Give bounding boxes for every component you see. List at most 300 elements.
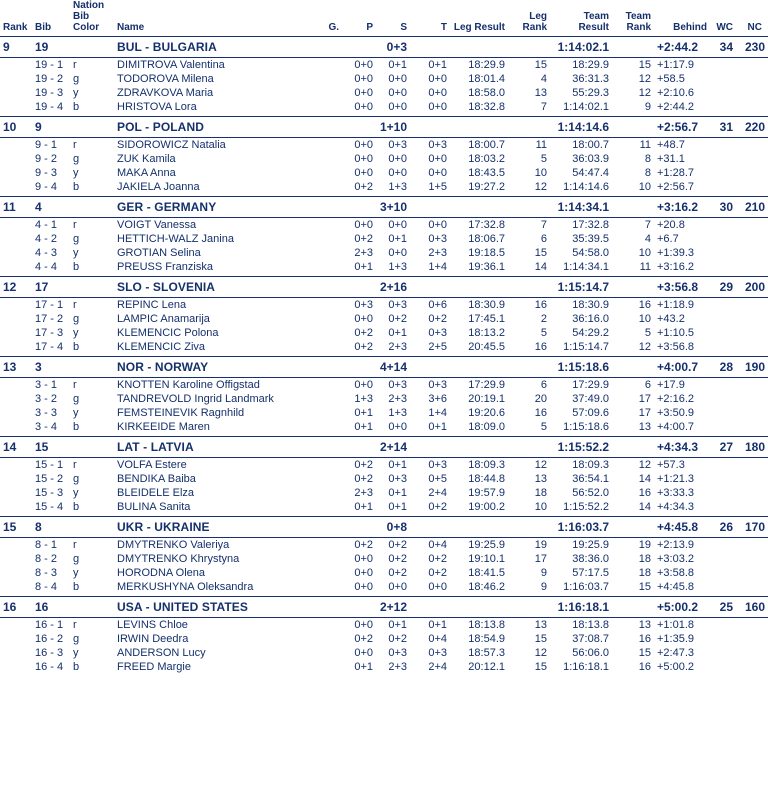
athlete-g (282, 618, 342, 633)
athlete-team-result: 18:29.9 (572, 59, 609, 72)
athlete-row[interactable] (0, 566, 768, 580)
athlete-name: JAKIELA Joanna (117, 181, 200, 194)
athlete-prone-penalties: 0+2 (354, 459, 373, 472)
team-g (282, 517, 342, 538)
athlete-team-rank: 12 (638, 87, 651, 100)
athlete-wc (710, 566, 736, 580)
team-p (342, 517, 376, 538)
team-row[interactable] (0, 357, 768, 378)
athlete-wc (710, 646, 736, 660)
athlete-nation-bib-color: b (73, 101, 80, 114)
athlete-name: PREUSS Franziska (117, 261, 213, 274)
athlete-prone-penalties: 0+2 (354, 473, 373, 486)
athlete-g (282, 420, 342, 437)
athlete-nation-bib-color: y (73, 247, 79, 260)
athlete-g (282, 580, 342, 597)
athlete-g (282, 180, 342, 197)
athlete-row[interactable] (0, 646, 768, 660)
athlete-standing-penalties: 0+1 (388, 327, 407, 340)
athlete-rank (0, 246, 32, 260)
athlete-behind: +2:16.2 (657, 393, 695, 406)
athlete-nc (736, 406, 768, 420)
athlete-team-rank: 15 (638, 647, 651, 660)
athlete-g (282, 232, 342, 246)
team-g (282, 117, 342, 138)
athlete-nation-bib-color: g (73, 233, 80, 246)
athlete-prone-penalties: 0+1 (354, 261, 373, 274)
athlete-name: TANDREVOLD Ingrid Landmark (117, 393, 274, 406)
athlete-rank (0, 420, 32, 437)
team-bib: 4 (32, 197, 70, 218)
athlete-row[interactable] (0, 420, 768, 437)
athlete-nc (736, 538, 768, 553)
athlete-row[interactable] (0, 632, 768, 646)
athlete-name: KNOTTEN Karoline Offigstad (117, 379, 260, 392)
athlete-wc (710, 326, 736, 340)
athlete-standing-penalties: 0+1 (388, 59, 407, 72)
athlete-behind: +4:00.7 (657, 421, 695, 434)
team-total-result: 1:14:02.1 (550, 37, 612, 58)
athlete-prone-penalties: 0+2 (354, 633, 373, 646)
athlete-bib: 9 - 1 (35, 139, 58, 152)
athlete-behind: +1:21.3 (657, 473, 695, 486)
team-g (282, 197, 342, 218)
team-rank-position: 9 (0, 37, 32, 58)
athlete-nation-bib-color: r (73, 379, 77, 392)
athlete-wc (710, 340, 736, 357)
team-row[interactable] (0, 117, 768, 138)
athlete-nc (736, 618, 768, 633)
team-bib: 19 (32, 37, 70, 58)
athlete-nation-bib-color: y (73, 167, 79, 180)
athlete-g (282, 458, 342, 473)
column-header-wc: WC (710, 0, 736, 37)
athlete-nc (736, 486, 768, 500)
team-leg-rank (508, 517, 550, 538)
athlete-wc (710, 552, 736, 566)
athlete-standing-penalties: 2+3 (388, 341, 407, 354)
athlete-team-result: 35:39.5 (572, 233, 609, 246)
athlete-team-result: 54:58.0 (572, 247, 609, 260)
athlete-row[interactable] (0, 312, 768, 326)
athlete-nation-bib-color: r (73, 59, 77, 72)
athlete-row[interactable] (0, 660, 768, 676)
athlete-total-penalties: 0+0 (428, 167, 447, 180)
athlete-standing-penalties: 0+0 (388, 247, 407, 260)
athlete-behind: +1:10.5 (657, 327, 695, 340)
athlete-total-penalties: 2+3 (428, 247, 447, 260)
athlete-team-result: 55:29.3 (572, 87, 609, 100)
team-total-rank (612, 437, 654, 458)
athlete-bib: 17 - 1 (35, 299, 64, 312)
athlete-nation-bib-color: g (73, 73, 80, 86)
athlete-row[interactable] (0, 298, 768, 313)
athlete-behind: +48.7 (657, 139, 685, 152)
athlete-team-result: 18:09.3 (572, 459, 609, 472)
team-p (342, 357, 376, 378)
team-name: SLO - SLOVENIA (114, 277, 282, 298)
athlete-behind: +1:01.8 (657, 619, 695, 632)
athlete-leg-rank: 4 (540, 73, 547, 86)
athlete-total-penalties: 0+3 (428, 459, 447, 472)
athlete-name: HORODNA Olena (117, 567, 206, 580)
athlete-standing-penalties: 1+3 (388, 261, 407, 274)
athlete-wc (710, 86, 736, 100)
athlete-nc (736, 58, 768, 73)
athlete-prone-penalties: 0+1 (354, 407, 373, 420)
athlete-leg-rank: 14 (534, 261, 547, 274)
team-nc-points: 170 (736, 517, 768, 538)
team-penalties: 0+3 (376, 37, 410, 58)
athlete-behind: +20.8 (657, 219, 685, 232)
athlete-standing-penalties: 0+1 (388, 619, 407, 632)
team-rank-position: 12 (0, 277, 32, 298)
athlete-standing-penalties: 0+2 (388, 633, 407, 646)
athlete-prone-penalties: 0+1 (354, 501, 373, 514)
athlete-nc (736, 72, 768, 86)
athlete-nation-bib-color: r (73, 459, 77, 472)
athlete-row[interactable] (0, 406, 768, 420)
athlete-leg-rank: 16 (534, 341, 547, 354)
team-total-rank (612, 357, 654, 378)
team-rank-position: 16 (0, 597, 32, 618)
team-row[interactable] (0, 437, 768, 458)
team-row[interactable] (0, 37, 768, 58)
athlete-team-result: 36:54.1 (572, 473, 609, 486)
athlete-rank (0, 152, 32, 166)
athlete-team-rank: 9 (644, 101, 651, 114)
athlete-total-penalties: 0+6 (428, 299, 447, 312)
athlete-behind: +43.2 (657, 313, 685, 326)
athlete-leg-result: 18:00.7 (468, 139, 505, 152)
athlete-name: LEVINS Chloe (117, 619, 188, 632)
team-behind: +2:56.7 (654, 117, 710, 138)
team-behind: +4:00.7 (654, 357, 710, 378)
athlete-leg-rank: 9 (540, 567, 547, 580)
column-header-leg-rank: Leg Rank (508, 0, 550, 37)
team-behind: +4:34.3 (654, 437, 710, 458)
athlete-name: HRISTOVA Lora (117, 101, 197, 114)
athlete-standing-penalties: 0+3 (388, 379, 407, 392)
athlete-leg-rank: 12 (534, 647, 547, 660)
athlete-team-result: 17:32.8 (572, 219, 609, 232)
team-leg-result (450, 437, 508, 458)
team-behind: +4:45.8 (654, 517, 710, 538)
athlete-row[interactable] (0, 218, 768, 233)
athlete-wc (710, 500, 736, 517)
athlete-row[interactable] (0, 326, 768, 340)
team-bib: 15 (32, 437, 70, 458)
athlete-standing-penalties: 0+1 (388, 501, 407, 514)
athlete-name: MAKA Anna (117, 167, 176, 180)
athlete-leg-result: 18:46.2 (468, 581, 505, 594)
athlete-nation-bib-color: g (73, 473, 80, 486)
athlete-leg-result: 20:12.1 (468, 661, 505, 674)
athlete-total-penalties: 0+2 (428, 313, 447, 326)
athlete-bib: 16 - 1 (35, 619, 64, 632)
athlete-nation-bib-color: r (73, 139, 77, 152)
athlete-name: ANDERSON Lucy (117, 647, 206, 660)
athlete-row[interactable] (0, 232, 768, 246)
athlete-g (282, 312, 342, 326)
athlete-standing-penalties: 0+0 (388, 167, 407, 180)
team-total-rank (612, 597, 654, 618)
athlete-total-penalties: 0+3 (428, 233, 447, 246)
team-wc-points: 34 (710, 37, 736, 58)
athlete-wc (710, 420, 736, 437)
team-leg-result (450, 357, 508, 378)
athlete-prone-penalties: 1+3 (354, 393, 373, 406)
athlete-behind: +6.7 (657, 233, 679, 246)
athlete-bib: 15 - 3 (35, 487, 64, 500)
athlete-g (282, 472, 342, 486)
athlete-name: BULINA Sanita (117, 501, 191, 514)
athlete-rank (0, 218, 32, 233)
athlete-row[interactable] (0, 538, 768, 553)
athlete-row[interactable] (0, 86, 768, 100)
athlete-row[interactable] (0, 166, 768, 180)
athlete-bib: 3 - 3 (35, 407, 58, 420)
athlete-leg-result: 18:13.2 (468, 327, 505, 340)
athlete-bib: 4 - 4 (35, 261, 58, 274)
team-t (410, 357, 450, 378)
athlete-nc (736, 152, 768, 166)
athlete-leg-rank: 18 (534, 487, 547, 500)
athlete-total-penalties: 0+0 (428, 219, 447, 232)
athlete-bib: 15 - 1 (35, 459, 64, 472)
athlete-nc (736, 232, 768, 246)
athlete-leg-rank: 11 (535, 139, 547, 152)
athlete-row[interactable] (0, 500, 768, 517)
athlete-team-rank: 16 (638, 661, 651, 674)
athlete-bib: 15 - 2 (35, 473, 64, 486)
athlete-leg-result: 19:36.1 (468, 261, 505, 274)
athlete-nation-bib-color: b (73, 341, 80, 354)
athlete-leg-rank: 5 (540, 421, 547, 434)
athlete-bib: 19 - 4 (35, 101, 64, 114)
athlete-prone-penalties: 0+0 (354, 313, 373, 326)
athlete-leg-rank: 5 (540, 327, 547, 340)
athlete-team-result: 17:29.9 (572, 379, 609, 392)
athlete-nc (736, 326, 768, 340)
team-nc-points: 200 (736, 277, 768, 298)
athlete-leg-result: 20:45.5 (468, 341, 505, 354)
team-wc-points: 29 (710, 277, 736, 298)
athlete-row[interactable] (0, 552, 768, 566)
athlete-row[interactable] (0, 72, 768, 86)
athlete-row[interactable] (0, 580, 768, 597)
athlete-total-penalties: 0+1 (428, 421, 447, 434)
team-name: NOR - NORWAY (114, 357, 282, 378)
athlete-wc (710, 378, 736, 393)
athlete-rank (0, 298, 32, 313)
column-header-name: Name (114, 0, 282, 37)
athlete-name: KIRKEEIDE Maren (117, 421, 210, 434)
team-nation-bib-color (70, 277, 114, 298)
athlete-g (282, 660, 342, 676)
athlete-row[interactable] (0, 378, 768, 393)
athlete-wc (710, 138, 736, 153)
athlete-bib: 8 - 4 (35, 581, 58, 594)
team-row[interactable] (0, 517, 768, 538)
athlete-g (282, 326, 342, 340)
athlete-prone-penalties: 0+0 (354, 619, 373, 632)
athlete-row[interactable] (0, 486, 768, 500)
athlete-leg-rank: 16 (534, 407, 547, 420)
athlete-team-rank: 8 (644, 153, 651, 166)
athlete-nation-bib-color: b (73, 661, 80, 674)
athlete-nc (736, 472, 768, 486)
athlete-wc (710, 218, 736, 233)
athlete-prone-penalties: 0+0 (354, 553, 373, 566)
athlete-nc (736, 552, 768, 566)
athlete-team-result: 18:30.9 (572, 299, 609, 312)
athlete-row[interactable] (0, 340, 768, 357)
athlete-nation-bib-color: g (73, 393, 80, 406)
athlete-name: TODOROVA Milena (117, 73, 214, 86)
athlete-prone-penalties: 0+0 (354, 567, 373, 580)
athlete-wc (710, 298, 736, 313)
team-total-result: 1:14:14.6 (550, 117, 612, 138)
team-nc-points: 210 (736, 197, 768, 218)
athlete-total-penalties: 0+2 (428, 501, 447, 514)
team-wc-points: 26 (710, 517, 736, 538)
athlete-name: FREED Margie (117, 661, 191, 674)
athlete-wc (710, 538, 736, 553)
athlete-bib: 8 - 3 (35, 567, 58, 580)
athlete-total-penalties: 0+2 (428, 567, 447, 580)
athlete-total-penalties: 0+0 (428, 73, 447, 86)
team-nation-bib-color (70, 437, 114, 458)
athlete-total-penalties: 0+1 (428, 619, 447, 632)
athlete-team-result: 1:15:18.6 (563, 421, 609, 434)
athlete-total-penalties: 1+5 (428, 181, 447, 194)
athlete-standing-penalties: 2+3 (388, 393, 407, 406)
athlete-bib: 16 - 4 (35, 661, 64, 674)
athlete-row[interactable] (0, 180, 768, 197)
athlete-nc (736, 660, 768, 676)
athlete-rank (0, 472, 32, 486)
athlete-team-result: 57:09.6 (572, 407, 609, 420)
team-row[interactable] (0, 597, 768, 618)
team-leg-rank (508, 597, 550, 618)
team-leg-result (450, 197, 508, 218)
athlete-name: MERKUSHYNA Oleksandra (117, 581, 254, 594)
athlete-rank (0, 458, 32, 473)
athlete-behind: +2:13.9 (657, 539, 695, 552)
team-nation-bib-color (70, 37, 114, 58)
athlete-wc (710, 246, 736, 260)
athlete-g (282, 58, 342, 73)
athlete-rank (0, 232, 32, 246)
athlete-leg-result: 19:18.5 (468, 247, 505, 260)
team-name: UKR - UKRAINE (114, 517, 282, 538)
team-p (342, 117, 376, 138)
athlete-rank (0, 486, 32, 500)
athlete-nation-bib-color: y (73, 487, 79, 500)
athlete-bib: 17 - 3 (35, 327, 64, 340)
athlete-row[interactable] (0, 458, 768, 473)
athlete-leg-rank: 16 (534, 299, 547, 312)
athlete-row[interactable] (0, 392, 768, 406)
athlete-row[interactable] (0, 152, 768, 166)
athlete-nc (736, 312, 768, 326)
athlete-nc (736, 500, 768, 517)
athlete-nc (736, 392, 768, 406)
athlete-g (282, 260, 342, 277)
athlete-nation-bib-color: r (73, 619, 77, 632)
athlete-row[interactable] (0, 138, 768, 153)
athlete-behind: +3:16.2 (657, 261, 695, 274)
athlete-g (282, 486, 342, 500)
athlete-bib: 3 - 4 (35, 421, 58, 434)
athlete-standing-penalties: 0+3 (388, 139, 407, 152)
team-row[interactable] (0, 197, 768, 218)
athlete-behind: +2:47.3 (657, 647, 695, 660)
athlete-bib: 3 - 1 (35, 379, 58, 392)
athlete-leg-result: 18:01.4 (468, 73, 505, 86)
athlete-team-result: 18:00.7 (572, 139, 609, 152)
athlete-behind: +3:58.8 (657, 567, 695, 580)
athlete-prone-penalties: 0+0 (354, 581, 373, 594)
athlete-team-rank: 12 (638, 73, 651, 86)
team-penalties: 3+10 (376, 197, 410, 218)
athlete-team-result: 54:47.4 (572, 167, 609, 180)
athlete-team-rank: 16 (638, 633, 651, 646)
column-header-behind: Behind (654, 0, 710, 37)
athlete-prone-penalties: 0+0 (354, 101, 373, 114)
athlete-name: REPINC Lena (117, 299, 187, 312)
athlete-team-rank: 15 (638, 581, 651, 594)
athlete-nc (736, 458, 768, 473)
athlete-leg-result: 18:09.3 (468, 459, 505, 472)
team-total-result: 1:15:14.7 (550, 277, 612, 298)
athlete-behind: +57.3 (657, 459, 685, 472)
athlete-behind: +1:28.7 (657, 167, 695, 180)
athlete-leg-rank: 6 (540, 379, 547, 392)
athlete-team-result: 36:03.9 (572, 153, 609, 166)
athlete-leg-rank: 9 (540, 581, 547, 594)
team-bib: 9 (32, 117, 70, 138)
team-name: USA - UNITED STATES (114, 597, 282, 618)
team-bib: 17 (32, 277, 70, 298)
athlete-row[interactable] (0, 246, 768, 260)
athlete-g (282, 246, 342, 260)
team-leg-rank (508, 37, 550, 58)
athlete-prone-penalties: 0+0 (354, 379, 373, 392)
athlete-standing-penalties: 0+1 (388, 459, 407, 472)
athlete-team-rank: 14 (638, 501, 651, 514)
team-p (342, 277, 376, 298)
athlete-row[interactable] (0, 260, 768, 277)
athlete-wc (710, 392, 736, 406)
athlete-prone-penalties: 0+0 (354, 153, 373, 166)
athlete-team-rank: 12 (638, 459, 651, 472)
athlete-row[interactable] (0, 472, 768, 486)
athlete-row[interactable] (0, 100, 768, 117)
athlete-team-rank: 7 (644, 219, 651, 232)
athlete-leg-result: 18:30.9 (468, 299, 505, 312)
athlete-row[interactable] (0, 58, 768, 73)
team-p (342, 37, 376, 58)
athlete-leg-rank: 7 (540, 101, 547, 114)
athlete-nc (736, 580, 768, 597)
team-row[interactable] (0, 277, 768, 298)
athlete-nc (736, 632, 768, 646)
athlete-rank (0, 392, 32, 406)
team-p (342, 597, 376, 618)
athlete-row[interactable] (0, 618, 768, 633)
